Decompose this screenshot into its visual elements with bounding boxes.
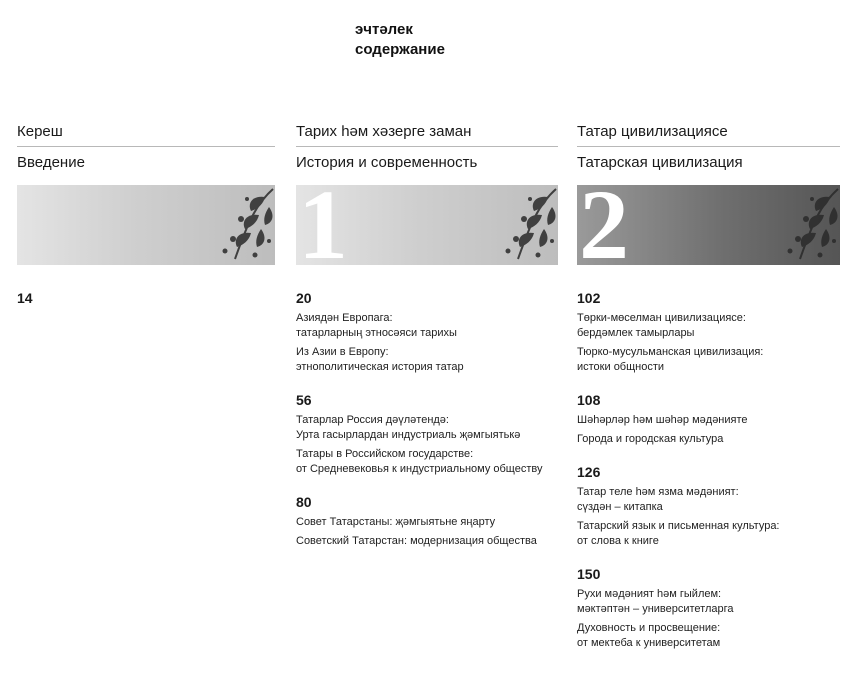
entry-title-russian: истоки общности — [577, 361, 665, 373]
entry-title-tatar: Татарлар Россия дәүләтендә: — [296, 414, 449, 426]
heading-tatar: эчтәлек — [355, 21, 413, 38]
page-heading — [355, 20, 445, 60]
entry-title-russian-block — [577, 621, 840, 651]
toc-column-3 — [577, 122, 840, 667]
entry-title-russian: от мектеба к университетам — [577, 637, 721, 649]
toc-entry[interactable] — [296, 391, 558, 477]
entry-title-russian-block — [296, 447, 558, 477]
entry-title-tatar: Татар теле һәм язма мәдәният: — [577, 486, 739, 498]
entry-title-russian-block — [296, 534, 558, 549]
toc-entry[interactable] — [17, 289, 275, 307]
toc-entry[interactable] — [577, 289, 840, 375]
page-number: 126 — [577, 464, 601, 480]
page-number: 14 — [17, 290, 33, 306]
page-number: 108 — [577, 392, 601, 408]
section-title-russian: Татарская цивилизация — [577, 154, 743, 171]
entry-title-tatar: бердәмлек тамырлары — [577, 327, 695, 339]
page-number: 150 — [577, 566, 601, 582]
section-title-russian: Введение — [17, 154, 85, 171]
entry-title-russian: Духовность и просвещение: — [577, 622, 721, 634]
section-title-tatar: Кереш — [17, 122, 275, 147]
entry-title-russian: Татары в Российском государстве: — [296, 448, 474, 460]
entry-title-russian: Города и городская культура — [577, 433, 724, 445]
entry-title-russian-block — [577, 345, 840, 375]
entry-title-russian: Татарский язык и письменная культура: — [577, 520, 780, 532]
toc-column-2 — [296, 122, 558, 565]
toc-entry[interactable] — [577, 391, 840, 447]
toc-entry[interactable] — [577, 463, 840, 549]
section-title-tatar: Тарих һәм хәзерге заман — [296, 122, 558, 147]
toc-entry[interactable] — [296, 493, 558, 549]
entry-list — [296, 289, 558, 549]
section-banner — [17, 185, 275, 265]
floral-ornament-icon — [760, 185, 840, 265]
entry-title-russian: от Средневековья к индустриальному обществу — [296, 463, 543, 475]
page-number: 20 — [296, 290, 312, 306]
entry-title-tatar: Совет Татарстаны: җәмгыятьне яңарту — [296, 516, 496, 528]
floral-ornament-icon — [195, 185, 275, 265]
floral-ornament-icon — [478, 185, 558, 265]
entry-list — [17, 289, 275, 307]
section-title-tatar: Татар цивилизациясе — [577, 122, 840, 147]
entry-title-tatar: Урта гасырлардан индустриаль җәмгыятькә — [296, 429, 521, 441]
entry-title-russian: Советский Татарстан: модернизация общества — [296, 535, 537, 547]
entry-title-russian: Тюрко-мусульманская цивилизация: — [577, 346, 764, 358]
page-number: 80 — [296, 494, 312, 510]
entry-title-russian-block — [577, 519, 840, 549]
entry-list — [577, 289, 840, 651]
section-banner — [296, 185, 558, 265]
entry-title-russian: Из Азии в Европу: — [296, 346, 389, 358]
section-number: 1 — [298, 185, 348, 265]
entry-title-tatar: Рухи мәдәният һәм гыйлем: — [577, 588, 722, 600]
entry-title-tatar: Азиядән Европага: — [296, 312, 393, 324]
entry-title-tatar: сүздән – китапка — [577, 501, 663, 513]
heading-russian: содержание — [355, 41, 445, 58]
entry-title-russian-block — [577, 432, 840, 447]
toc-column-1 — [17, 122, 275, 323]
section-number: 2 — [579, 185, 629, 265]
entry-title-tatar: мәктәптән – университетларга — [577, 603, 734, 615]
entry-title-russian-block — [296, 345, 558, 375]
page-number: 56 — [296, 392, 312, 408]
entry-title-russian: от слова к книге — [577, 535, 659, 547]
entry-title-tatar: татарларның этносәяси тарихы — [296, 327, 457, 339]
section-banner — [577, 185, 840, 265]
entry-title-tatar: Шәһәрләр һәм шәһәр мәдәнияте — [577, 414, 748, 426]
section-title-russian: История и современность — [296, 154, 478, 171]
page-number: 102 — [577, 290, 601, 306]
entry-title-russian: этнополитическая история татар — [296, 361, 464, 373]
toc-entry[interactable] — [577, 565, 840, 651]
toc-entry[interactable] — [296, 289, 558, 375]
entry-title-tatar: Төрки-мөселман цивилизациясе: — [577, 312, 746, 324]
